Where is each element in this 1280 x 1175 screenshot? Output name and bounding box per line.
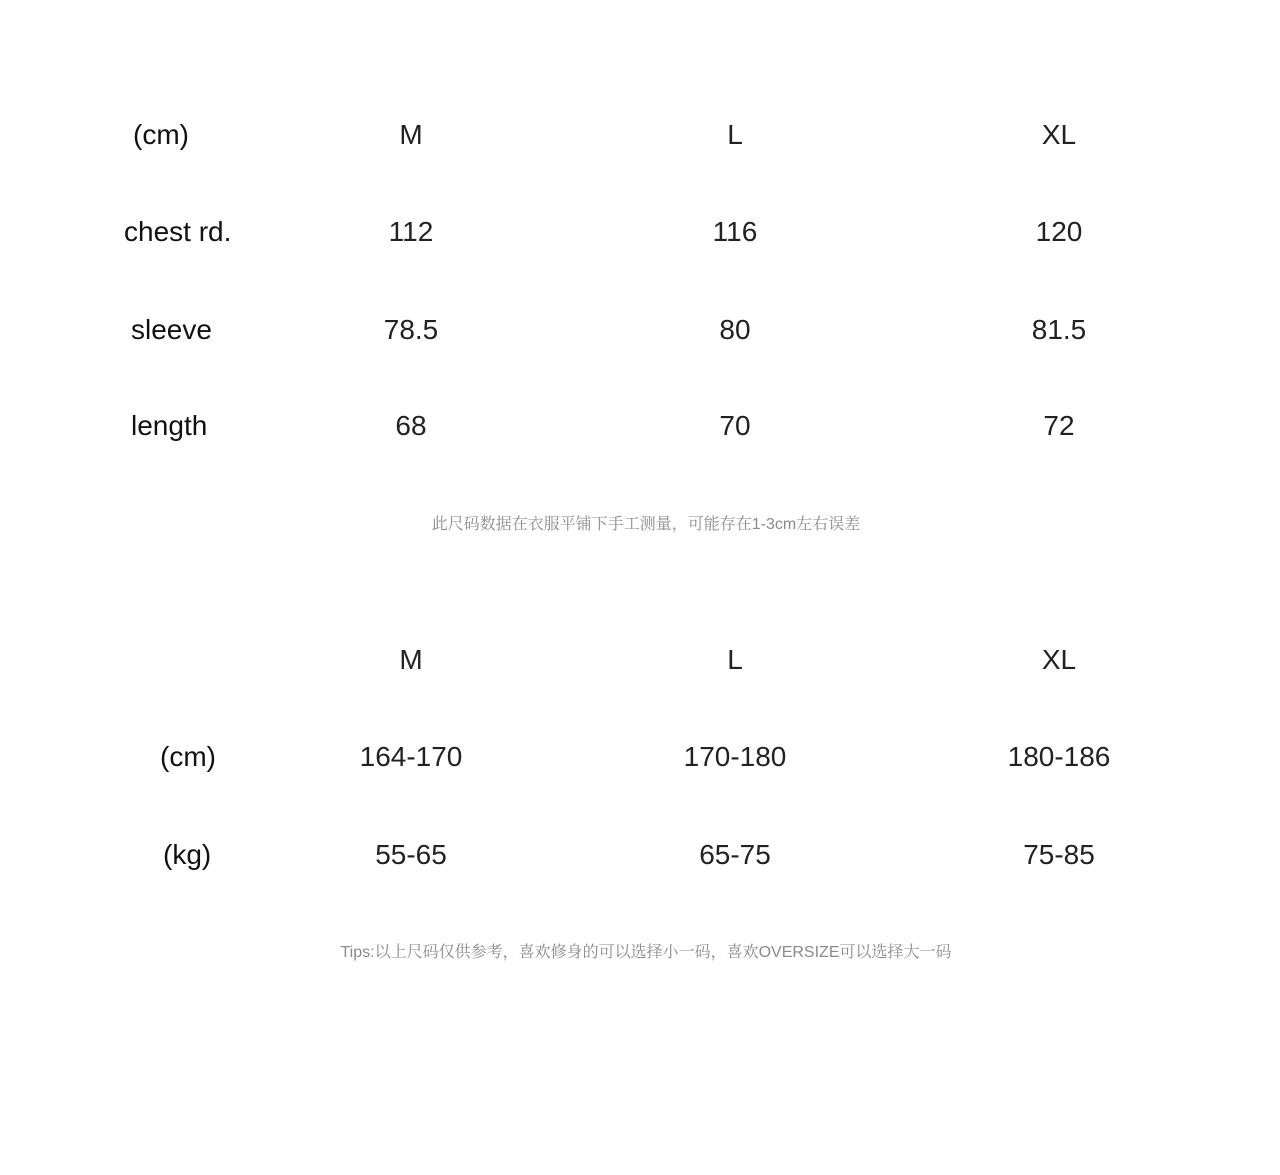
- table-cell: 70: [719, 410, 751, 441]
- row-label-length: length: [131, 410, 208, 441]
- unit-label: (cm): [133, 119, 189, 150]
- table-cell: 78.5: [383, 314, 439, 345]
- column-header-m: M: [399, 119, 423, 150]
- column-header-l: L: [727, 644, 743, 675]
- table-cell: 68: [395, 410, 427, 441]
- table-cell: 120: [1035, 216, 1083, 247]
- table-cell: 170-180: [683, 741, 787, 772]
- column-header-xl: XL: [1041, 119, 1077, 150]
- size-tip: Tips:以上尺码仅供参考，喜欢修身的可以选择小一码，喜欢OVERSIZE可以选择大一码: [340, 944, 952, 961]
- measurement-note: 此尺码数据在衣服平铺下手工测量，可能存在1-3cm左右误差: [431, 516, 861, 533]
- table-cell: 164-170: [359, 741, 463, 772]
- row-label-chest: chest rd.: [124, 216, 232, 247]
- row-label-sleeve: sleeve: [131, 314, 212, 345]
- column-header-xl: XL: [1041, 644, 1077, 675]
- table-cell: 180-186: [1007, 741, 1111, 772]
- table-cell: 65-75: [699, 839, 771, 870]
- table-cell: 80: [719, 314, 751, 345]
- column-header-m: M: [399, 644, 423, 675]
- table-cell: 81.5: [1031, 314, 1087, 345]
- table-cell: 55-65: [375, 839, 447, 870]
- row-label-weight: (kg): [163, 839, 212, 870]
- column-header-l: L: [727, 119, 743, 150]
- table-cell: 72: [1043, 410, 1075, 441]
- row-label-height: (cm): [160, 741, 216, 772]
- table-cell: 75-85: [1023, 839, 1095, 870]
- table-cell: 112: [388, 216, 434, 247]
- table-cell: 116: [712, 216, 758, 247]
